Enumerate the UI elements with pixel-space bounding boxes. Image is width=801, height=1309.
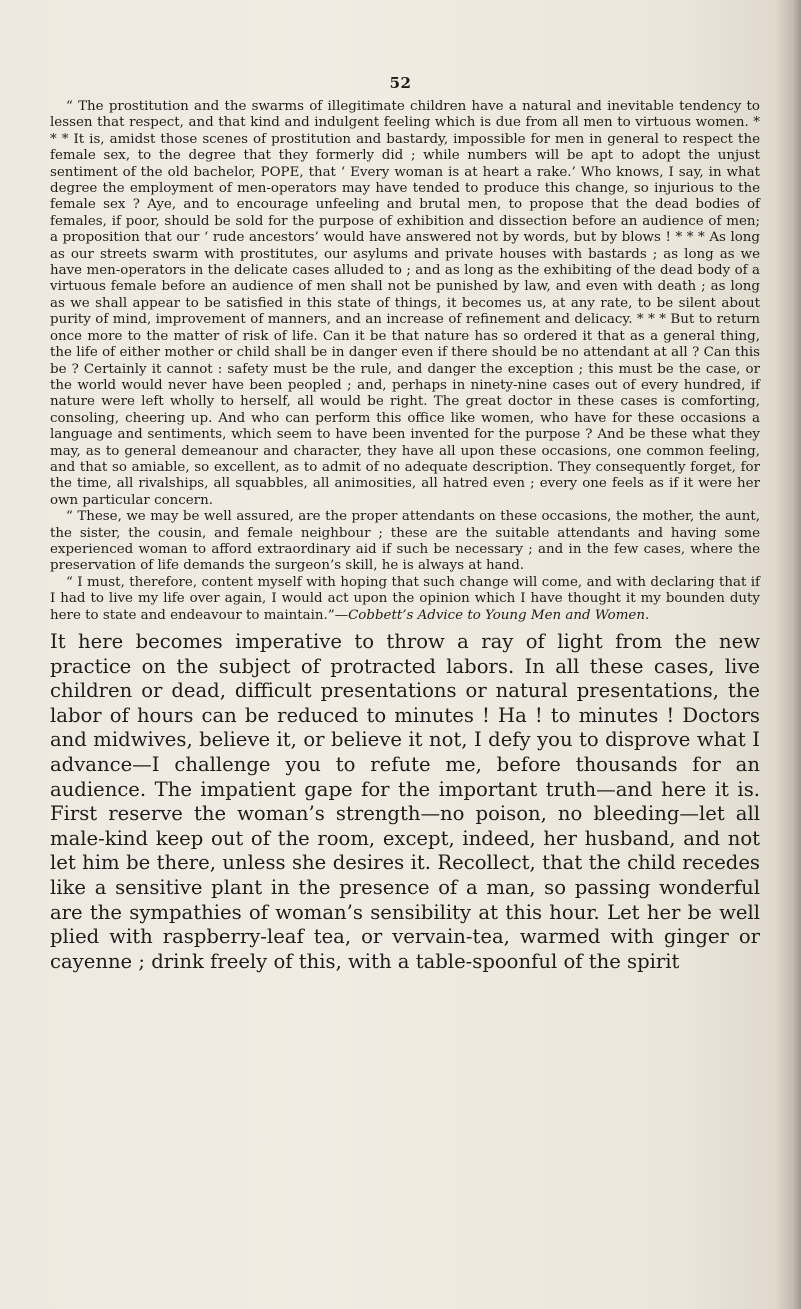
page-body [50,99,760,974]
main-paragraph: It here becomes imperative to throw a ray of light from the new practice on the subject of protracted labors. In all these cases, live children or dead, difficult presentations or natural presentations, the labor of hours can be reduced to minutes ! Ha ! to minutes ! Doctors and midwives, believe it, or believe it not, I defy you to disprove what I advance—I challenge you to refute me, before thousands for an audience. The impatient gape for the important truth—and here it is. First reserve the woman’s strength—no poison, no bleeding—let all male-kind keep out of the room, except, indeed, her husband, and not let him be there, unless she desires it. Recollect, that the child recedes like a sensitive plant in the presence of a man, so passing wonderful are the sympathies of woman’s sensibility at this hour. Let her be well plied with raspberry-leaf tea, or vervain-tea, warmed with ginger or cayenne ; drink freely of this, with a table-spoonful of the spirit [50,630,760,973]
quote-citation: Cobbett’s Advice to Young Men and Women. [348,607,650,623]
main-text [50,630,760,974]
quote-paragraph-3-text: “ I must, therefore, content myself with hoping that such change will come, and with declaring that if I had to live my life over again, I would act upon the opinion which I have thought it my bounden duty here to state and endeavour to maintain.”— [50,574,760,623]
page-number: 52 [389,74,412,92]
page-edge-shadow [775,0,801,1309]
cobbett-quotation [50,99,760,624]
quote-paragraph-1: “ The prostitution and the swarms of illegitimate children have a natural and inevitable tendency to lessen that respect, and that kind and indulgent feeling which is due from all men to virtuous women. * * * It is, amidst those scenes of prostitution and bastardy, impossible for men in general to respect the female sex, to the degree that they formerly did ; while numbers will be apt to adopt the unjust sentiment of the old bachelor, POPE, that ‘ Every woman is at heart a rake.’ Who knows, I say, in what degree the employment of men-operators may have tended to produce this change, so injurious to the female sex ? Aye, and to encourage unfeeling and brutal men, to propose that the dead bodies of females, if poor, should be sold for the purpose of exhibition and dissection before an audience of men; a proposition that our ‘ rude ancestors’ would have answered not by words, but by blows ! * * * As long as our streets swarm with prostitutes, our asylums and private houses with bastards ; as long as we have men-operators in the delicate cases alluded to ; and as long as the exhibiting of the dead body of a virtuous female before an audience of men shall not be punished by law, and even with death ; as long as we shall appear to be satisfied in this state of things, it becomes us, at any rate, to be silent about purity of mind, improvement of manners, and an increase of refinement and delicacy. * * * But to return once more to the matter of risk of life. Can it be that nature has so ordered it that as a general thing, the life of either mother or child shall be in danger even if there should be no attendant at all ? Can this be ? Certainly it cannot : safety must be the rule, and danger the exception ; this must be the case, or the world would never have been peopled ; and, perhaps in ninety-nine cases out of every hundred, if nature were left wholly to herself, all would be right. The great doctor in these cases is comforting, consoling, cheering up. And who can perform this office like women, who have for these occasions a language and sentiments, which seem to have been invented for the purpose ? And be these what they may, as to general demeanour and character, they have all upon these occasions, one common feeling, and that so amiable, so excellent, as to admit of no adequate description. They consequently forget, for the time, all rivalships, all squabbles, all animosities, all hatred even ; every one feels as if it were her own particular concern. [50,99,760,508]
quote-paragraph-3 [50,575,760,624]
quote-paragraph-2: “ These, we may be well assured, are the proper attendants on these occasions, the mother, the aunt, the sister, the cousin, and female neighbour ; these are the suitable attendants and having some experienced woman to afford extraordinary aid if such be necessary ; and in the few cases, where the preservation of life demands the surgeon’s skill, he is always at hand. [50,509,760,574]
